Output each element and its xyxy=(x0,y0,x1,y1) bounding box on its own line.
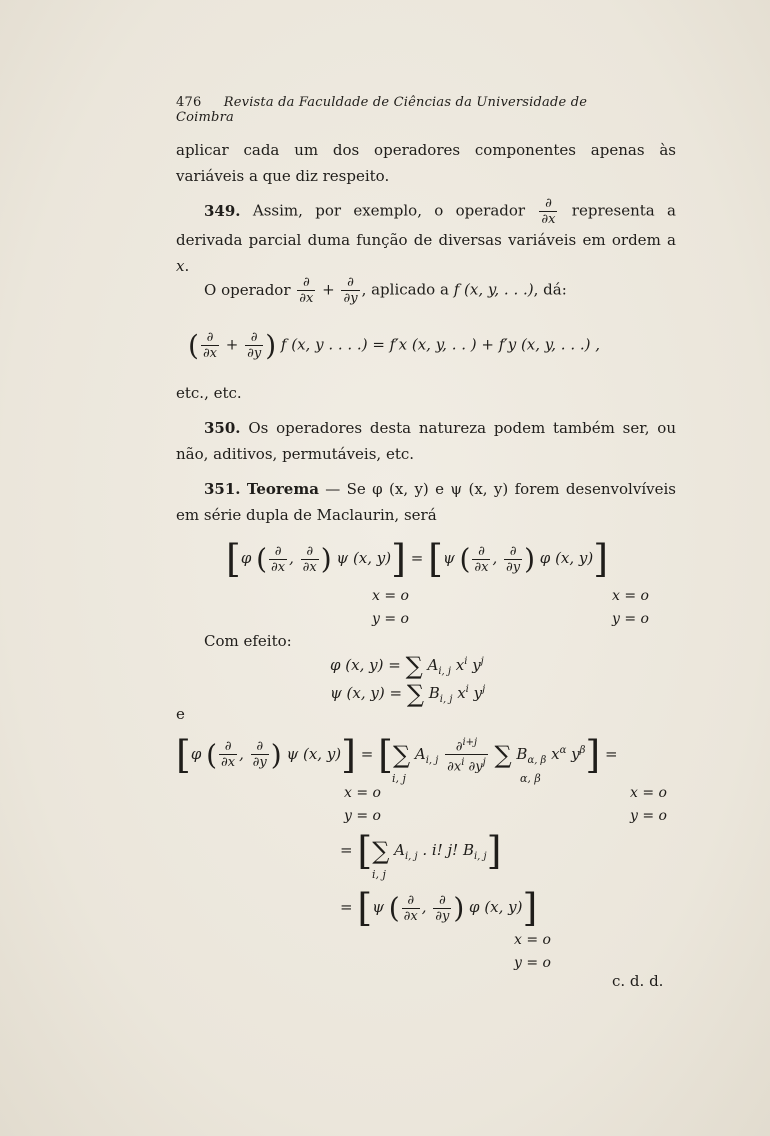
paragraph-349: 349. Assim, por exemplo, o operador $\frac{\partial}{\partial x}$ representa a derivada parcial duma função de diversas variáveis em ordem a x. xyxy=(176,196,676,275)
paragraph-350: 350. Os operadores desta natureza podem também ser, ou não, aditivos, permutáveis, etc. xyxy=(176,419,676,463)
running-header xyxy=(176,95,636,125)
equation-proof-3: = [ψ ( $\frac{\partial}{\partial x}$ , $\frac{\partial}{\partial y}$ ) φ (x, y)] xyxy=(340,886,538,930)
series-psi: ψ (x, y) = ∑ $B_{i, j}$ $x^i$ $y^j$ xyxy=(330,680,486,708)
equation-proof-2: = [∑ $A_{i, j}$ . i! j! $B_{i, j}$] xyxy=(340,829,502,873)
page: 476 Revista da Faculdade de Ciências da Universidade de Coimbra aplicar cada um dos operadores componentes apenas às variáveis a que diz respeito. 349. Assim, por exemplo, o operador $\frac{\partial}{\partial x}$ representa a derivada parcial duma função de diversas variáveis em ordem a x. O operador $\frac{\partial}{\partial x}$ + $\frac{\partial}{\partial y}$ , aplicado a f (x, y, . . .), dá: ( $\frac{\partial}{\partial x}$ + $\frac{\partial}{\partial y}$ ) f (x, y . . . .) = f′x (x, y, . . ) + f′y (x, y, . . .) , etc., etc. 350. Os operadores desta natureza podem também ser, ou não, aditivos, permutáveis, etc. 351. Teorema — Se φ (x, y) e ψ (x, y) forem desenvolvíveis em série dupla de Maclaurin, será [φ ( $\frac{\partial}{\partial x}$ , $\frac{\partial}{\partial x}$ ) ψ (x, y)] = [ψ ( $\frac{\partial}{\partial x}$ , $\frac{\partial}{\partial y}$ ) φ (x, y)] x = o y = o x = o y = o Com efeito: φ (x, y) = ∑ $A_{i, j}$ $x^i$ $y^j$ ψ (x, y) = ∑ $B_{i, j}$ $x^i$ $y^j$ e [φ ( $\frac{\partial}{\partial x}$ , $\frac{\partial}{\partial y}$ ) ψ (x, y)] = [∑ $A_{i, j}$ $\frac{\partial^{i+j}}{\partial x^i \partial y^j}$ ∑ $B_{\alpha, \beta}$ $x^\alpha$ $y^\beta$] = i, j α, β x = o y = o x = o y = o = [∑ $A_{i, j}$ . i! j! $B_{i, j}$] i, j = [ψ ( $\frac{\partial}{\partial x}$ , $\frac{\partial}{\partial y}$ ) φ (x, y)] x = o y = o c. d. d. xyxy=(0,0,770,1136)
section-number: 349. xyxy=(204,201,241,220)
paragraph-351: 351. Teorema — Se φ (x, y) e ψ (x, y) forem desenvolvíveis em série dupla de Maclaurin, será xyxy=(176,480,676,524)
equation-theorem: [φ ( $\frac{\partial}{\partial x}$ , $\frac{\partial}{\partial x}$ ) ψ (x, y)] = [ψ ( $\frac{\partial}{\partial x}$ , $\frac{\partial}{\partial y}$ ) φ (x, y)] xyxy=(226,537,609,581)
page-number: 476 xyxy=(176,95,202,110)
partial-operator: $\frac{\partial}{\partial x}$ xyxy=(541,196,556,227)
operator-sum-line: O operador $\frac{\partial}{\partial x}$ + $\frac{\partial}{\partial y}$ , aplicado a f (x, y, . . .), dá: xyxy=(204,275,567,306)
equation-1: ( $\frac{\partial}{\partial x}$ + $\frac{\partial}{\partial y}$ ) f (x, y . . . .) = f′x (x, y, . . ) + f′y (x, y, . . .) , xyxy=(188,329,601,362)
word-e: e xyxy=(176,705,185,723)
journal-title: Revista da Faculdade de Ciências da Universidade de Coimbra xyxy=(176,95,588,125)
etc-line: etc., etc. xyxy=(176,384,242,402)
series-phi: φ (x, y) = ∑ $A_{i, j}$ $x^i$ $y^j$ xyxy=(330,652,484,680)
com-efeito: Com efeito: xyxy=(204,632,292,650)
equation-proof-1: [φ ( $\frac{\partial}{\partial x}$ , $\frac{\partial}{\partial y}$ ) ψ (x, y)] = [∑ $A_{i, j}$ $\frac{\partial^{i+j}}{\partial x^i \partial y^j}$ ∑ $B_{\alpha, \beta}$ $x^\alpha$ $y^\beta$] = xyxy=(176,732,618,777)
paragraph-intro: aplicar cada um dos operadores componentes apenas às variáveis a que diz respeito. xyxy=(176,141,676,185)
qed-mark: c. d. d. xyxy=(612,972,664,990)
